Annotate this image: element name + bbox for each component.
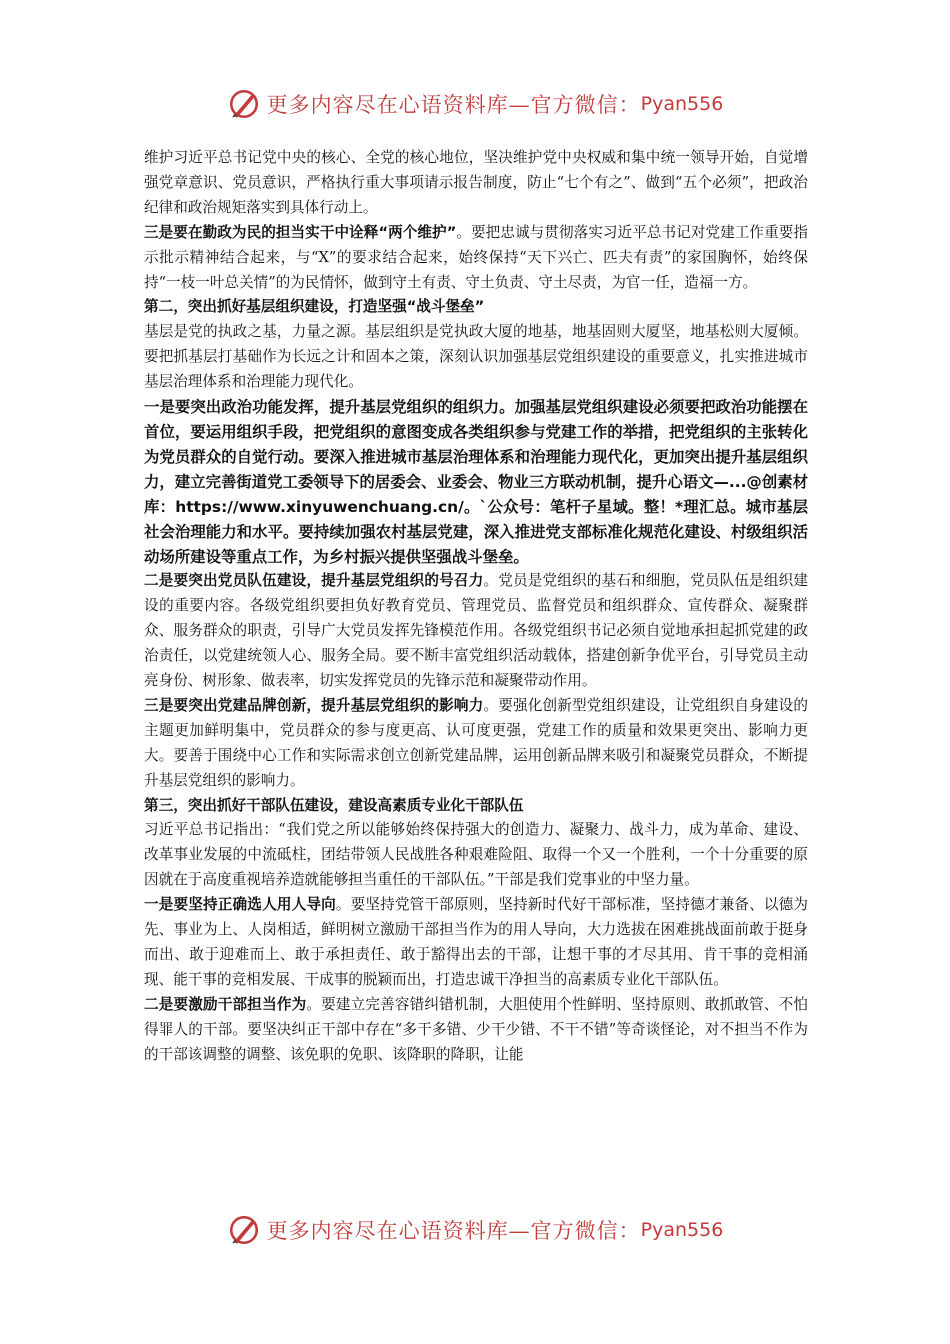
- banner-text: 更多内容尽在心语资料库—官方微信：: [266, 93, 641, 117]
- paragraph-text: 。要建立完善容错纠错机制，大胆使用个性鲜明、坚持原则、敢抓敢管、不怕得罪人的干部。要坚决纠正干部中存在“多干多错、少干少错、不干不错”等奇谈怪论，对不担当不作为的干部该调整的调整、该免职的免职、该降职的降职，让能: [144, 995, 808, 1063]
- header-banner: [0, 82, 950, 126]
- paragraph: [144, 993, 808, 1068]
- wechat-id: Pyan556: [640, 93, 724, 115]
- paragraph-lead: 二是要突出党员队伍建设，提升基层党组织的号召力: [144, 572, 484, 590]
- paragraph-text: 。要把忠诚与贯彻落实习近平总书记对党建工作重要指示批示精神结合起来，与“X”的要求结合起来，始终保持“天下兴亡、匹夫有责”的家国胸怀，始终保持“一枝一叶总关情”的为民情怀，做到守土有责、守土负责、守土尽责，为官一任，造福一方。: [144, 223, 808, 291]
- paragraph-lead: 二是要激励干部担当作为: [144, 995, 307, 1013]
- paragraph: 基层是党的执政之基，力量之源。基层组织是党执政大厦的地基，地基固则大厦坚，地基松则大厦倾。要把抓基层打基础作为长远之计和固本之策，深刻认识加强基层党组织建设的重要意义，扎实推进城市基层治理体系和治理能力现代化。: [144, 323, 808, 391]
- paragraph: [144, 694, 808, 794]
- paragraph: [144, 569, 808, 694]
- pen-logo-icon: [227, 1213, 261, 1247]
- section-heading: 第三，突出抓好干部队伍建设，建设高素质专业化干部队伍: [144, 796, 524, 814]
- paragraph-text: 。党员是党组织的基石和细胞，党员队伍是组织建设的重要内容。各级党组织要担负好教育党员、管理党员、监督党员和组织群众、宣传群众、凝聚群众、服务群众的职责，引导广大党员发挥先锋模范作用。各级党组织书记必须自觉地承担起抓党建的政治责任，以党建统领人心、服务全局。要不断丰富党组织活动载体，搭建创新争优平台，引导党员主动亮身份、树形象、做表率，切实发挥党员的先锋示范和凝聚带动作用。: [144, 572, 808, 690]
- paragraph-lead: 三是要突出党建品牌创新，提升基层党组织的影响力: [144, 696, 484, 714]
- banner-text: 更多内容尽在心语资料库—官方微信：: [266, 1219, 641, 1243]
- paragraph: 习近平总书记指出：“我们党之所以能够始终保持强大的创造力、凝聚力、战斗力，成为革命、建设、改革事业发展的中流砥柱，团结带领人民战胜各种艰难险阻、取得一个又一个胜利，一个十分重要的原因就在于高度重视培养造就能够担当重任的干部队伍。”干部是我们党事业的中坚力量。: [144, 821, 808, 889]
- pen-logo-icon: [227, 87, 261, 121]
- paragraph-text: 。要强化创新型党组织建设，让党组织自身建设的主题更加鲜明集中，党员群众的参与度更高、认可度更强，党建工作的质量和效果更突出、影响力更大。要善于围绕中心工作和实际需求创立创新党建品牌，运用创新品牌来吸引和凝聚党员群众，不断提升基层党组织的影响力。: [144, 696, 808, 789]
- document-body: [144, 146, 808, 1068]
- paragraph: [144, 221, 808, 296]
- paragraph: [144, 893, 808, 993]
- wechat-id: Pyan556: [640, 1219, 724, 1241]
- footer-banner: [0, 1208, 950, 1252]
- paragraph-text: 。要坚持党管干部原则，坚持新时代好干部标准，坚持德才兼备、以德为先、事业为上、人岗相适，鲜明树立激励干部担当作为的用人导向，大力选拔在困难挑战面前敢于挺身而出、敢于迎难而上、敢于承担责任、敢于豁得出去的干部，让想干事的才尽其用、肯干事的竞相涌现、能干事的竞相发展、干成事的脱颖而出，打造忠诚干净担当的高素质专业化干部队伍。: [144, 896, 808, 988]
- paragraph-lead: 三是要在勤政为民的担当实干中诠释“两个维护”: [144, 223, 457, 241]
- paragraph: 维护习近平总书记党中央的核心、全党的核心地位，坚决维护党中央权威和集中统一领导开始，自觉增强党章意识、党员意识，严格执行重大事项请示报告制度，防止“七个有之”、做到“五个必须”，把政治纪律和政治规矩落实到具体行动上。: [144, 149, 808, 216]
- section-heading: 第二，突出抓好基层组织建设，打造坚强“战斗堡垒”: [144, 298, 485, 316]
- paragraph-lead: 一是要坚持正确选人用人导向: [144, 896, 336, 914]
- paragraph-bold: 一是要突出政治功能发挥，提升基层党组织的组织力。加强基层党组织建设必须要把政治功能摆在首位，要运用组织手段，把党组织的意图变成各类组织参与党建工作的举措，把党组织的主张转化为党员群众的自觉行动。要深入推进城市基层治理体系和治理能力现代化，更加突出提升基层组织力，建立完善街道党工委领导下的居委会、业委会、物业三方联动机制，提升心语文—...@创素材库：https://www.xinyuwenchuang.cn/。`公众号：笔杆子星域。整！*理汇总。城市基层社会治理能力和水平。要持续加强农村基层党建，深入推进党支部标准化规范化建设、村级组织活动场所建设等重点工作，为乡村振兴提供坚强战斗堡垒。: [144, 398, 808, 566]
